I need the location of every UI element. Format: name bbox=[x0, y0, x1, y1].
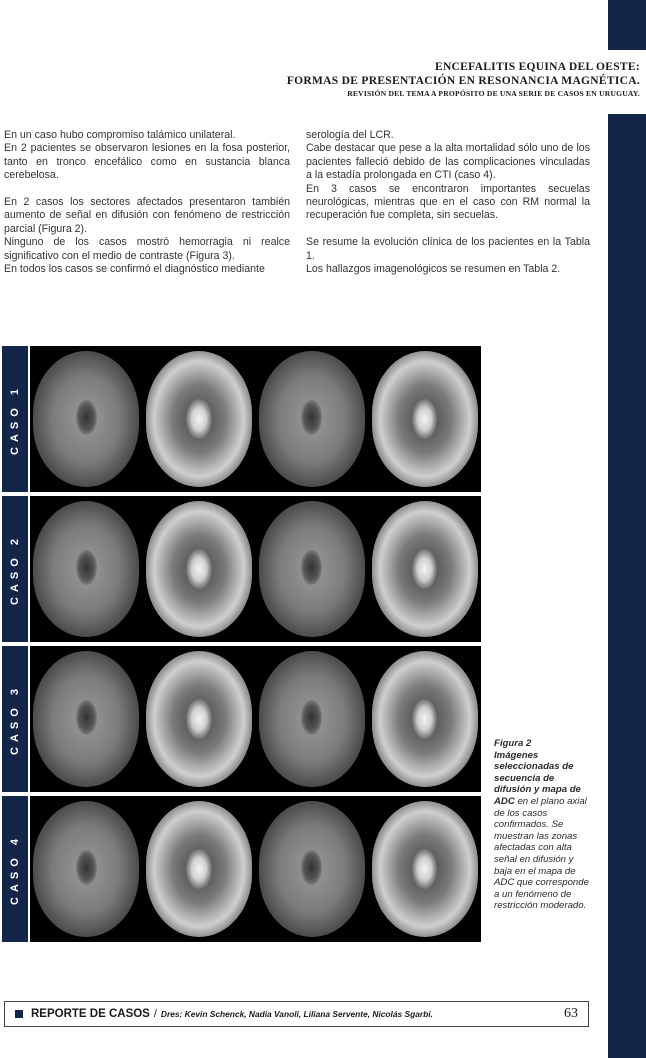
mri-dwi-image bbox=[259, 651, 365, 787]
right-navy-sidebar bbox=[608, 114, 646, 1058]
case-1-scan-row bbox=[30, 346, 481, 492]
mri-dwi-image bbox=[33, 801, 139, 937]
mri-adc-image bbox=[146, 351, 252, 487]
mri-adc-image bbox=[372, 501, 478, 637]
mri-adc-image bbox=[146, 801, 252, 937]
footer-authors: Dres: Kevin Schenck, Nadia Vanoli, Liliana Servente, Nicolás Sgarbi. bbox=[160, 1009, 433, 1019]
mri-dwi-image bbox=[33, 651, 139, 787]
running-header bbox=[240, 60, 640, 99]
figure-caption bbox=[494, 738, 594, 912]
mri-adc-image bbox=[146, 651, 252, 787]
case-4-label: CASO 4 bbox=[2, 796, 28, 942]
header-title-line2: FORMAS DE PRESENTACIÓN EN RESONANCIA MAGNÉTICA. bbox=[286, 75, 640, 87]
case-4-scan-row bbox=[30, 796, 481, 942]
mri-adc-image bbox=[372, 351, 478, 487]
mri-dwi-image bbox=[259, 801, 365, 937]
caption-bold-text: Imágenes seleccionadas de secuencia de difusión y mapa de ADC bbox=[494, 749, 581, 807]
mri-adc-image bbox=[372, 801, 478, 937]
paragraph: En todos los casos se confirmó el diagnóstico mediante bbox=[4, 263, 265, 276]
left-text-column bbox=[4, 129, 290, 276]
mri-dwi-image bbox=[259, 501, 365, 637]
page-footer bbox=[4, 1001, 589, 1027]
case-2-label: CASO 2 bbox=[2, 496, 28, 642]
mri-adc-image bbox=[372, 651, 478, 787]
case-3-scan-row bbox=[30, 646, 481, 792]
page-number: 63 bbox=[564, 1006, 578, 1021]
case-1-label: CASO 1 bbox=[2, 346, 28, 492]
footer-separator: / bbox=[153, 1008, 157, 1020]
mri-dwi-image bbox=[33, 351, 139, 487]
square-bullet-icon bbox=[15, 1010, 23, 1018]
paragraph: En 2 casos los sectores afectados presentaron también aumento de señal en difusión con fenómeno de restricción parcial (Figura 2). bbox=[4, 196, 290, 235]
case-2-scan-row bbox=[30, 496, 481, 642]
caption-text: en el plano axial de los casos confirmados. Se muestran las zonas afectadas con alta señal en difusión y baja en el mapa de ADC que corresponde a un fenómeno de restricción moderado. bbox=[494, 795, 589, 912]
mri-adc-image bbox=[146, 501, 252, 637]
paragraph: En 3 casos se encontraron importantes secuelas neurológicas, mientras que en el caso con RM normal la recuperación fue completa, sin secuelas. bbox=[306, 182, 590, 222]
right-text-column bbox=[306, 129, 590, 276]
paragraph: Los hallazgos imagenológicos se resumen en Tabla 2. bbox=[306, 263, 561, 276]
caption-title: Figura 2 bbox=[494, 738, 532, 749]
paragraph: Se resume la evolución clínica de los pacientes en la Tabla 1. bbox=[306, 236, 590, 262]
top-right-navy-bar bbox=[608, 0, 646, 50]
paragraph: Cabe destacar que pese a la alta mortalidad sólo uno de los pacientes falleció debido de las complicaciones vinculadas a la estadía prolongada en CTI (caso 4). bbox=[306, 142, 590, 182]
paragraph: En 2 pacientes se observaron lesiones en la fosa posterior, tanto en tronco encefálico como en sustancia blanca cerebelosa. bbox=[4, 142, 290, 182]
mri-dwi-image bbox=[33, 501, 139, 637]
paragraph: Ninguno de los casos mostró hemorragia ni realce significativo con el medio de contraste (Figura 3). bbox=[4, 236, 290, 262]
header-title-line1: ENCEFALITIS EQUINA DEL OESTE: bbox=[434, 61, 640, 73]
paragraph: En un caso hubo compromiso talámico unilateral. bbox=[4, 129, 236, 141]
paragraph: serología del LCR. bbox=[306, 129, 394, 141]
mri-dwi-image bbox=[259, 351, 365, 487]
footer-section-name: REPORTE DE CASOS bbox=[31, 1008, 150, 1020]
header-subtitle: REVISIÓN DEL TEMA A PROPÓSITO DE UNA SERIE DE CASOS EN URUGUAY. bbox=[347, 89, 640, 98]
case-3-label: CASO 3 bbox=[2, 646, 28, 792]
